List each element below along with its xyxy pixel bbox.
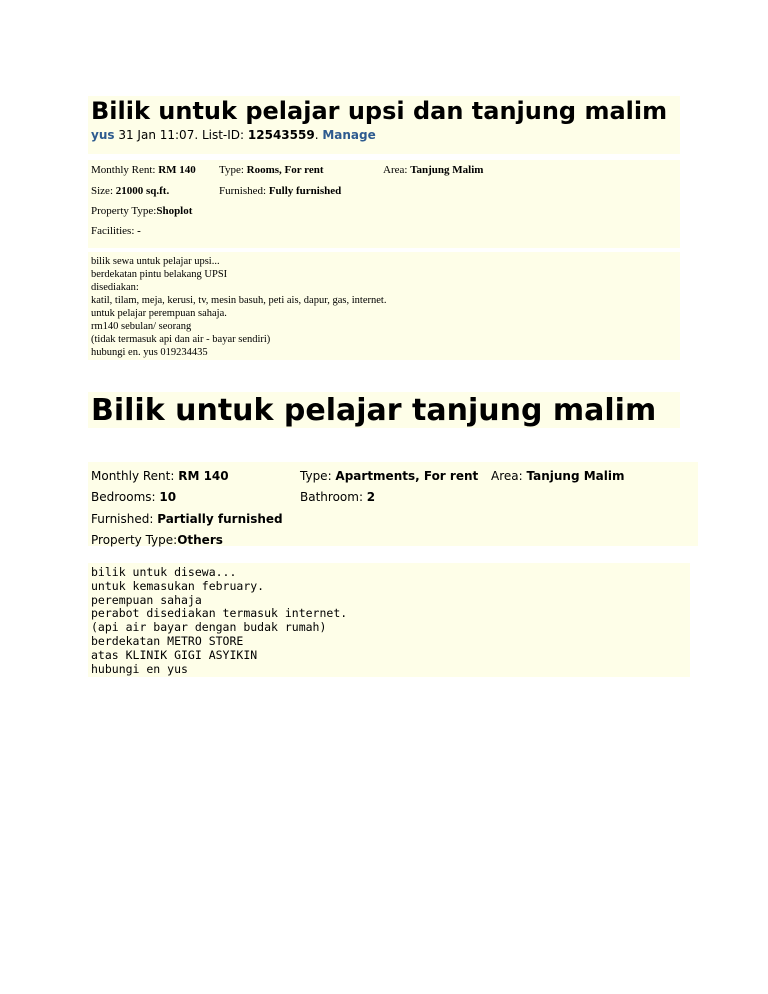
- listing1-ptype-value: Shoplot: [156, 205, 193, 217]
- description-line: hubungi en. yus 019234435: [91, 347, 208, 358]
- listing1-list-id: 12543559: [247, 128, 315, 142]
- description-line: untuk pelajar perempuan sahaja.: [91, 308, 227, 319]
- description-line: disediakan:: [91, 282, 139, 293]
- listing1-user-link[interactable]: yus: [91, 128, 115, 142]
- listing1-type: [219, 164, 324, 177]
- listing1-rent: [91, 164, 196, 177]
- listing1-date: 31 Jan 11:07. List-ID:: [118, 128, 248, 142]
- listing2-bathroom-value: 2: [366, 490, 376, 504]
- listing1-type-value: Rooms, For rent: [246, 164, 324, 176]
- description-line: perabot disediakan termasuk internet.: [91, 606, 348, 621]
- listing2-rent-value: RM 140: [178, 469, 229, 483]
- listing1-area-label: Area:: [383, 164, 411, 176]
- description-line: bilik untuk disewa...: [91, 565, 237, 579]
- listing2-area: [491, 469, 625, 483]
- listing1-property-type: [91, 205, 192, 218]
- listing2-furnished-value: Partially furnished: [157, 512, 283, 526]
- description-line: untuk kemasukan february.: [91, 578, 265, 593]
- listing1-furnished-label: Furnished:: [219, 185, 269, 197]
- listing1-size: [91, 185, 169, 198]
- listing2-bathroom-label: Bathroom:: [300, 490, 367, 504]
- listing1-furnished-value: Fully furnished: [268, 185, 342, 197]
- listing1-size-value: 21000 sq.ft.: [115, 185, 170, 197]
- listing2-type-value: Apartments, For rent: [335, 469, 479, 483]
- listing1-facilities: [91, 225, 141, 238]
- description-line: katil, tilam, meja, kerusi, tv, mesin basuh, peti ais, dapur, gas, internet.: [91, 295, 387, 306]
- description-line: perempuan sahaja: [91, 592, 202, 607]
- description-line: rm140 sebulan/ seorang: [91, 321, 192, 332]
- listing2-bathroom: [300, 490, 375, 504]
- listing1-description: [91, 255, 386, 359]
- listing2-type: [300, 469, 478, 483]
- listing2-type-label: Type:: [300, 469, 336, 483]
- listing2-property-type: [91, 533, 223, 547]
- listing1-facilities-value: -: [137, 225, 141, 237]
- listing1-area: [383, 164, 483, 177]
- listing1-rent-value: RM 140: [158, 164, 196, 176]
- listing2-rent-label: Monthly Rent:: [91, 469, 179, 483]
- listing2-bedrooms-label: Bedrooms:: [91, 490, 160, 504]
- listing2-area-value: Tanjung Malim: [526, 469, 625, 483]
- listing1-type-label: Type:: [219, 164, 247, 176]
- listing1-manage-link[interactable]: Manage: [322, 128, 376, 142]
- listing1-ptype-label: Property Type:: [91, 205, 157, 217]
- listing1-meta-sep: .: [314, 128, 323, 142]
- description-line: bilik sewa untuk pelajar upsi...: [91, 256, 220, 267]
- listing2-rent: [91, 469, 229, 483]
- listing2-description: [91, 566, 347, 676]
- listing1-area-value: Tanjung Malim: [410, 164, 484, 176]
- description-line: hubungi en yus: [91, 661, 188, 676]
- listing1-size-label: Size:: [91, 185, 116, 197]
- listing1-facilities-label: Facilities:: [91, 225, 138, 237]
- listing2-area-label: Area:: [491, 469, 527, 483]
- listing2-ptype-label: Property Type:: [91, 533, 178, 547]
- listing2-bedrooms-value: 10: [159, 490, 177, 504]
- listing2-ptype-value: Others: [177, 533, 223, 547]
- listing1-furnished: [219, 185, 341, 198]
- listing2-furnished: [91, 512, 283, 526]
- listing2-title: Bilik untuk pelajar tanjung malim: [91, 393, 657, 428]
- description-line: (tidak termasuk api dan air - bayar sendiri): [91, 334, 271, 345]
- description-line: berdekatan pintu belakang UPSI: [91, 269, 228, 280]
- listing1-title: Bilik untuk pelajar upsi dan tanjung malim: [91, 97, 668, 125]
- listing2-bedrooms: [91, 490, 176, 504]
- listing2-furnished-label: Furnished:: [91, 512, 158, 526]
- listing1-rent-label: Monthly Rent:: [91, 164, 159, 176]
- listing1-meta: [91, 128, 376, 142]
- description-line: (api air bayar dengan budak rumah): [91, 620, 327, 635]
- description-line: berdekatan METRO STORE: [91, 633, 244, 648]
- description-line: atas KLINIK GIGI ASYIKIN: [91, 647, 258, 662]
